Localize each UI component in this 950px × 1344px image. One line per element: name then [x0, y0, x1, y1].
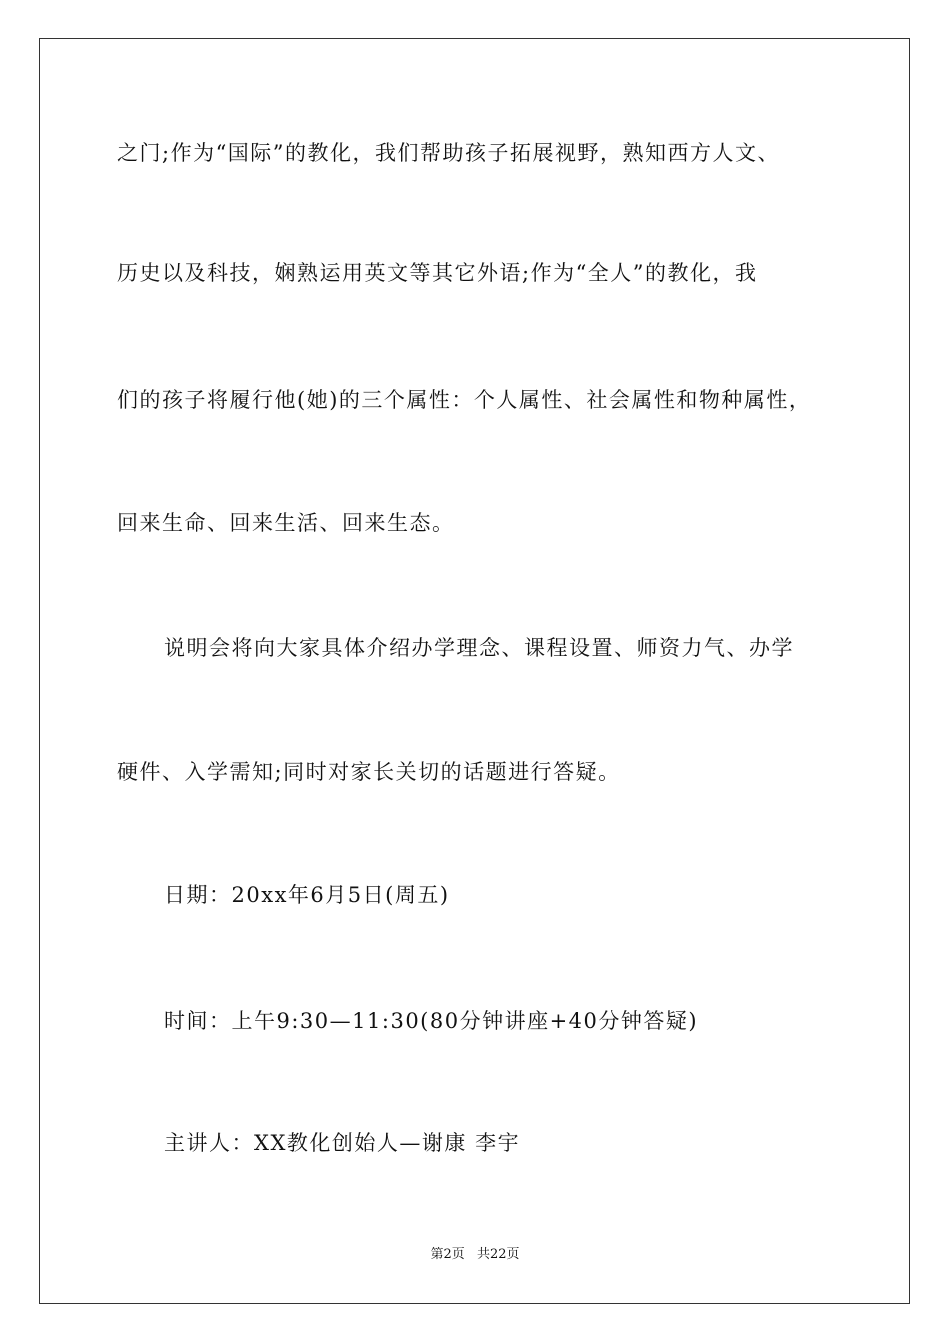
body-text-line: 之门;作为“国际”的教化，我们帮助孩子拓展视野，熟知西方人文、	[117, 141, 781, 165]
total-pages: 共22页	[476, 1247, 520, 1262]
date-line: 日期：20xx年6月5日(周五)	[164, 883, 450, 907]
body-text-line: 历史以及科技，娴熟运用英文等其它外语;作为“全人”的教化，我	[117, 261, 758, 285]
body-text-line: 说明会将向大家具体介绍办学理念、课程设置、师资力气、办学	[164, 636, 794, 660]
page-frame	[39, 38, 910, 1304]
speaker-line: 主讲人：XX教化创始人—谢康 李宇	[164, 1131, 521, 1155]
body-text-line: 硬件、入学需知;同时对家长关切的话题进行答疑。	[117, 760, 621, 784]
body-text-line: 们的孩子将履行他(她)的三个属性：个人属性、社会属性和物种属性，	[117, 388, 812, 412]
body-text-line: 回来生命、回来生活、回来生态。	[117, 511, 455, 535]
page-number: 第2页	[430, 1247, 465, 1262]
page-footer	[0, 1246, 950, 1264]
time-line: 时间：上午9:30—11:30(80分钟讲座+40分钟答疑)	[164, 1009, 699, 1033]
